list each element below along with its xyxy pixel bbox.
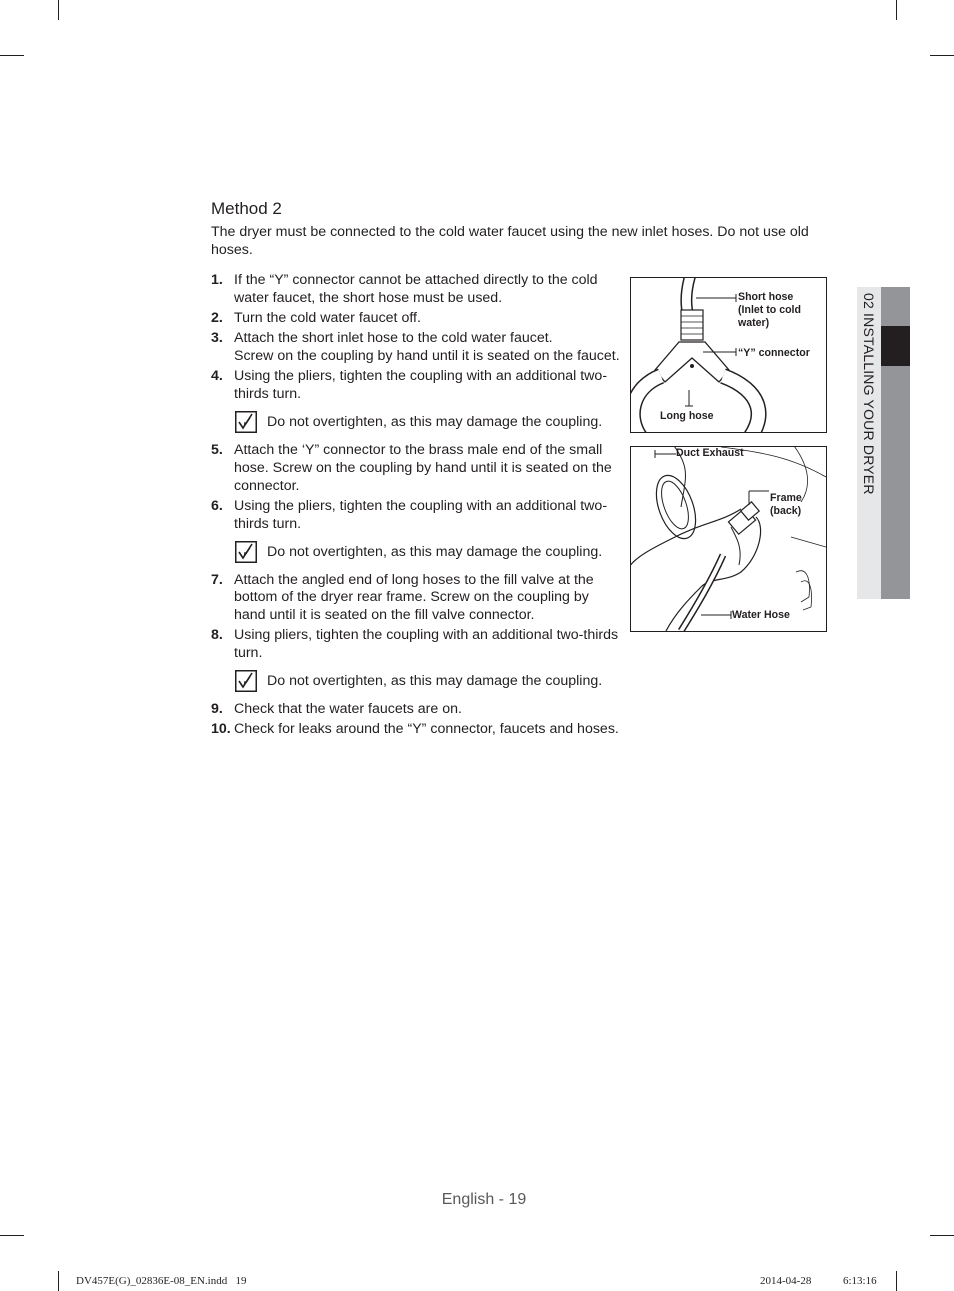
note <box>211 411 621 435</box>
step-number: 9. <box>211 701 223 718</box>
step-number: 3. <box>211 330 223 347</box>
step-text: Turn the cold water faucet off. <box>234 310 421 327</box>
chapter-tab-label-wrap <box>857 287 887 599</box>
step-item <box>211 721 621 739</box>
short-hose-label: Short hose (Inlet to cold water) <box>738 291 801 329</box>
step-number: 5. <box>211 442 223 459</box>
water-hose-figure <box>630 446 827 632</box>
y-connector-label: “Y” connector <box>738 347 810 359</box>
crop-mark <box>58 1271 59 1291</box>
crop-mark <box>0 55 24 56</box>
step-number: 10. <box>211 721 231 738</box>
note-text: Do not overtighten, as this may damage the coupling. <box>267 673 603 690</box>
crop-mark <box>930 55 954 56</box>
step-text: Check that the water faucets are on. <box>234 701 462 718</box>
step-text: Check for leaks around the “Y” connector, faucets and hoses. <box>234 721 619 738</box>
step-number: 7. <box>211 571 223 588</box>
frame-label: Frame (back) <box>770 492 802 517</box>
step-text: Using the pliers, tighten the coupling with an additional two-thirds turn. <box>234 497 608 532</box>
y-connector-figure <box>630 277 827 433</box>
crop-mark <box>896 0 897 20</box>
step-item <box>211 330 621 366</box>
intro-paragraph: The dryer must be connected to the cold water faucet using the new inlet hoses. Do not use old hoses. <box>211 224 809 258</box>
note <box>211 670 621 694</box>
note-pencil-icon <box>235 411 257 433</box>
step-item <box>211 368 621 404</box>
instruction-list <box>211 272 621 742</box>
step-text: Using the pliers, tighten the coupling with an additional two-thirds turn. <box>234 368 608 403</box>
step-number: 1. <box>211 272 223 288</box>
duct-exhaust-label: Duct Exhaust <box>676 447 744 459</box>
water-hose-label: Water Hose <box>732 609 790 621</box>
note-text: Do not overtighten, as this may damage the coupling. <box>267 414 603 431</box>
crop-mark <box>0 1235 24 1236</box>
hose-attach-illustration <box>631 447 826 631</box>
step-item <box>211 701 621 719</box>
section-title: Method 2 <box>211 199 282 218</box>
step-text: Attach the short inlet hose to the cold water faucet. Screw on the coupling by hand until it is seated on the faucet. <box>234 330 620 365</box>
step-number: 8. <box>211 627 223 644</box>
step-number: 6. <box>211 497 223 514</box>
step-number: 4. <box>211 368 223 385</box>
chapter-tab-label: 02 INSTALLING YOUR DRYER <box>861 293 877 495</box>
step-item <box>211 272 621 308</box>
step-item <box>211 627 621 663</box>
crop-mark <box>930 1235 954 1236</box>
step-text: Attach the ‘Y” connector to the brass male end of the small hose. Screw on the coupling by hand until it is seated on the connector. <box>234 442 612 494</box>
step-item <box>211 498 621 534</box>
crop-mark <box>896 1271 897 1291</box>
page-number: English - 19 <box>441 1191 527 1208</box>
slug-file: DV457E(G)_02836E-08_EN.indd 19 <box>76 1275 247 1287</box>
slug-date: 2014-04-28 <box>760 1275 812 1287</box>
slug-time: 6:13:16 <box>843 1275 877 1287</box>
step-text: Using pliers, tighten the coupling with an additional two-thirds turn. <box>234 627 619 662</box>
crop-mark <box>58 0 59 20</box>
note-pencil-icon <box>235 670 257 692</box>
step-text: Attach the angled end of long hoses to the fill valve at the bottom of the dryer rear frame. Screw on the coupling by hand until it is seated on the fill valve connector. <box>234 571 594 624</box>
long-hose-label: Long hose <box>660 410 714 422</box>
note-text: Do not overtighten, as this may damage the coupling. <box>267 543 603 560</box>
step-item <box>211 310 621 328</box>
note <box>211 541 621 565</box>
step-item <box>211 572 621 625</box>
step-item <box>211 442 621 495</box>
note-pencil-icon <box>235 541 257 563</box>
step-text: If the “Y” connector cannot be attached directly to the cold water faucet, the short hose must be used. <box>234 272 598 306</box>
step-number: 2. <box>211 310 223 327</box>
